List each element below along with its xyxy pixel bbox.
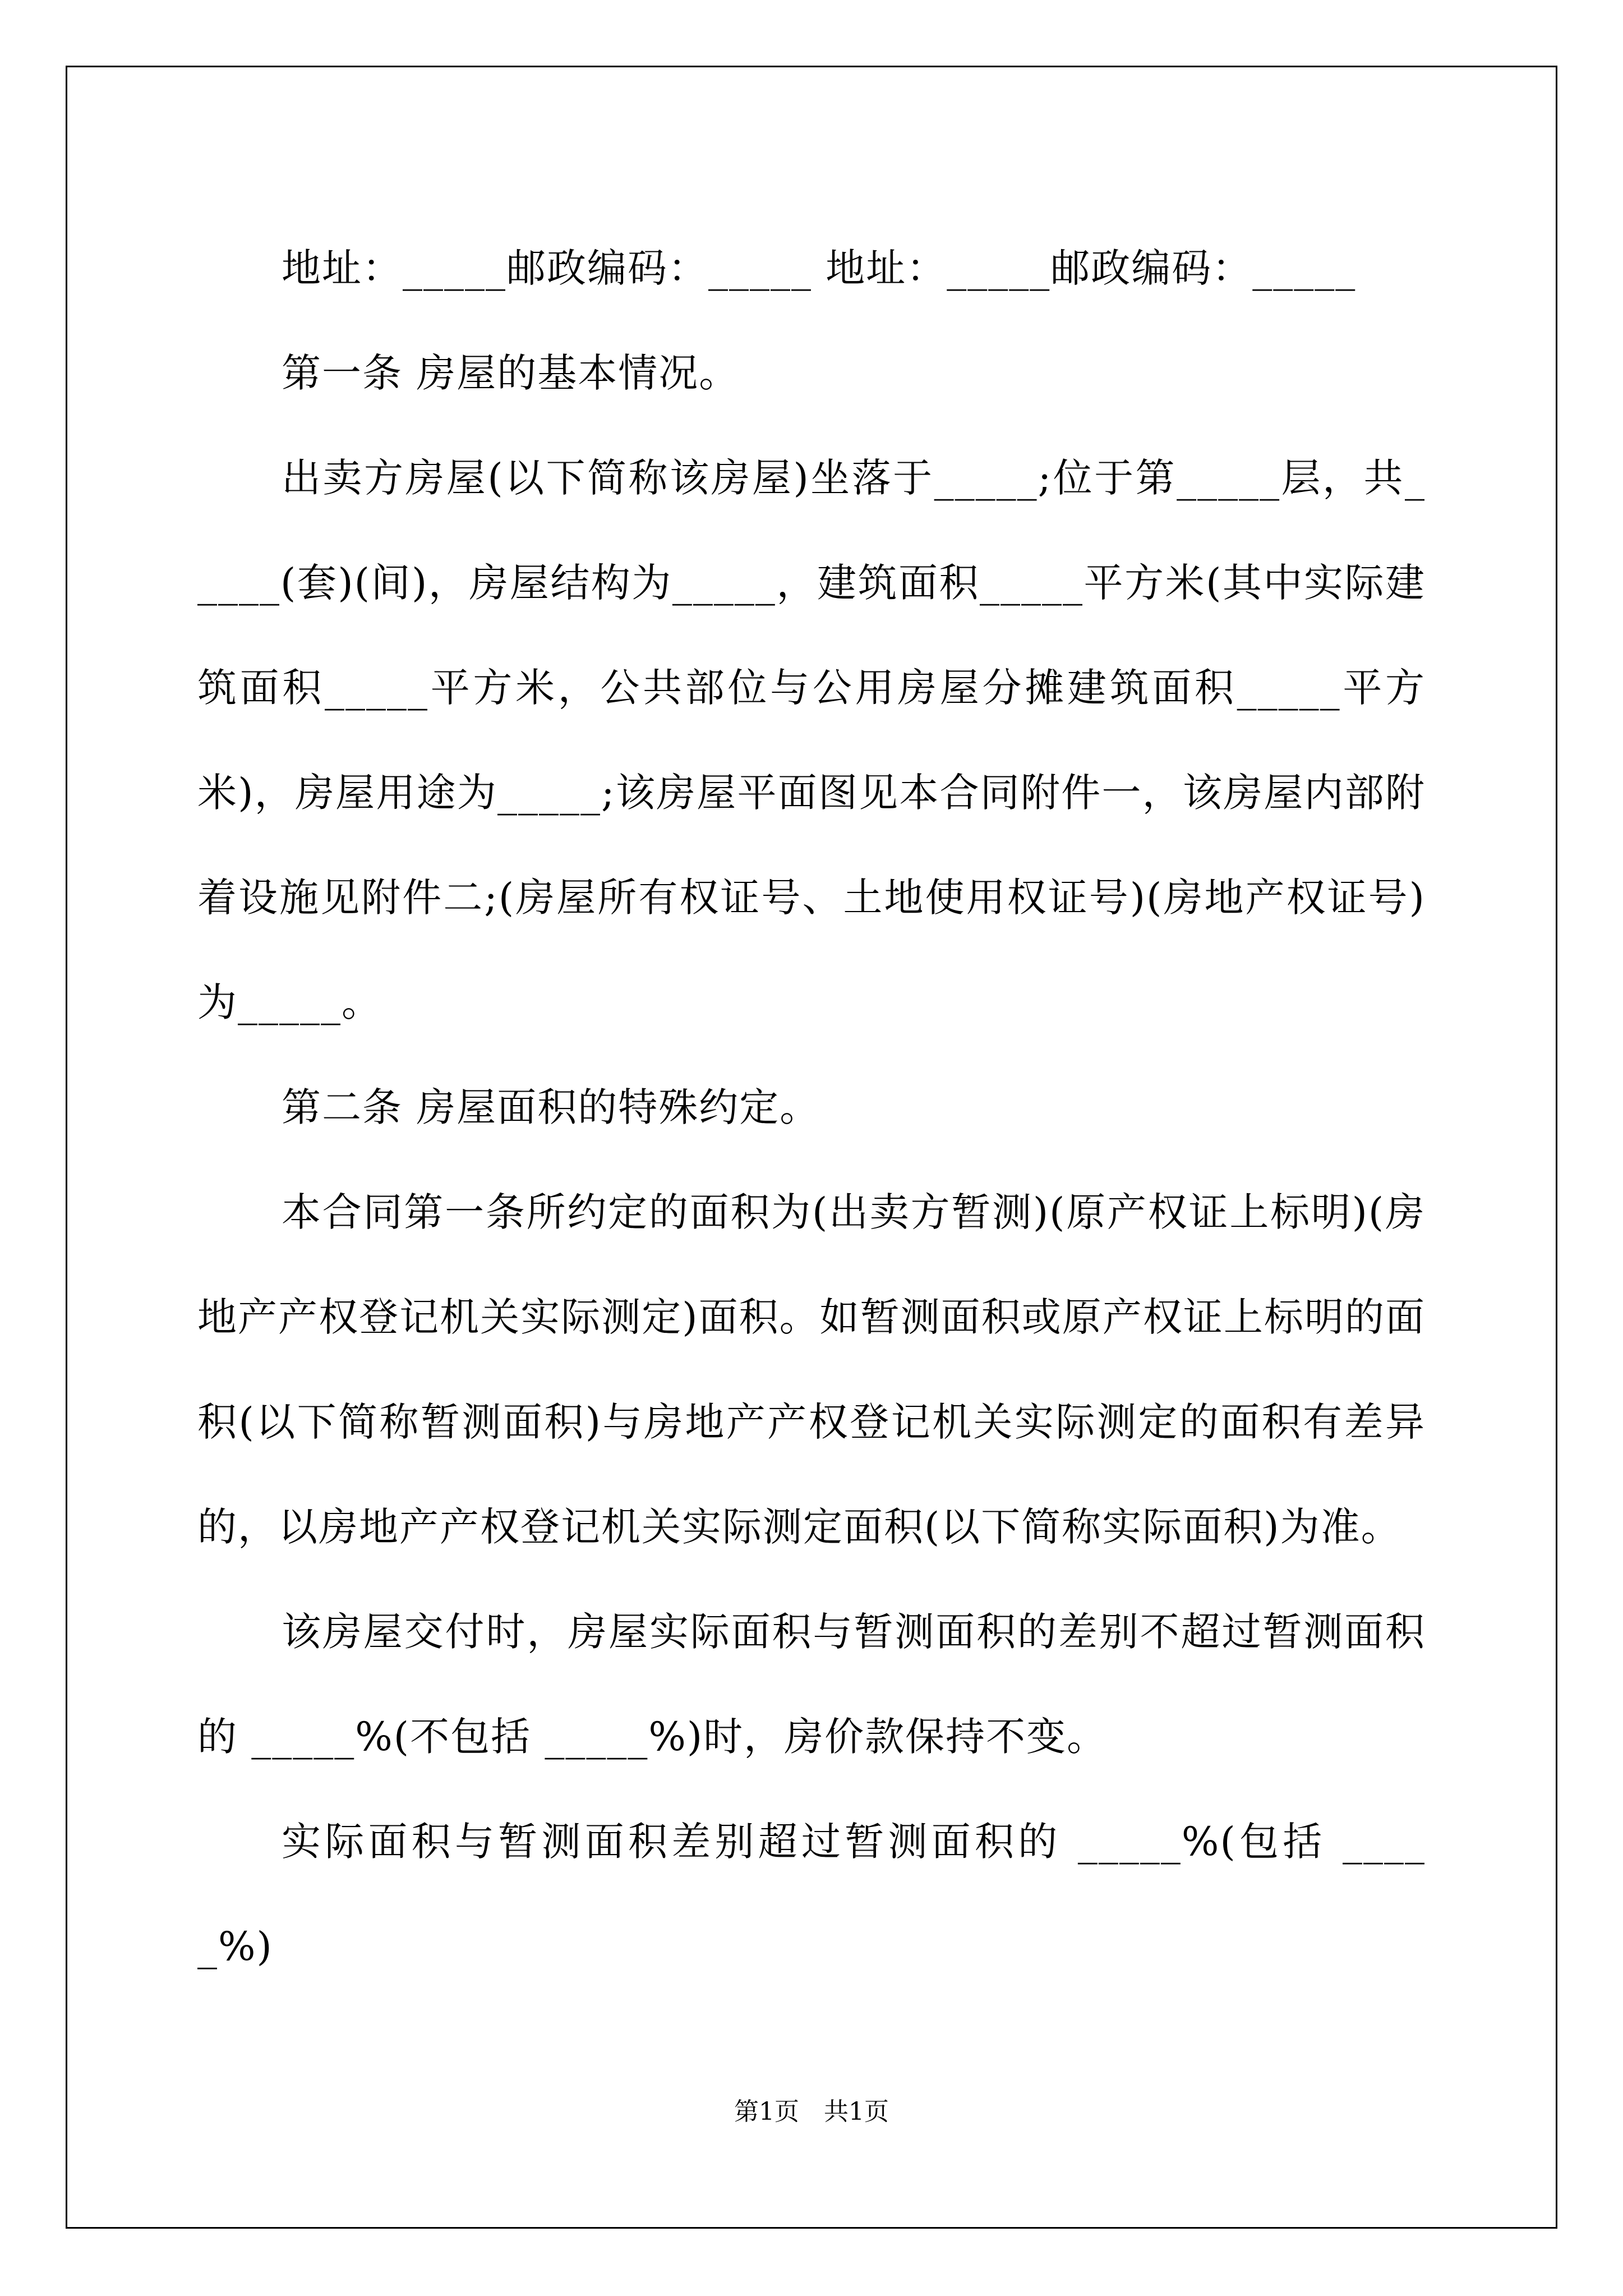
article-2-body: 本合同第一条所约定的面积为(出卖方暂测)(原产权证上标明)(房地产产权登记机关实际测定)面积。如暂测面积或原产权证上标明的面积(以下简称暂测面积)与房地产产权登记机关实际测定的面积有差异的，以房地产产权登记机关实际测定面积(以下简称实际面积)为准。: [197, 1189, 1426, 1550]
page-number-footer: 第1页 共1页: [734, 2097, 889, 2126]
article-2-clause-2: 实际面积与暂测面积差别超过暂测面积的 _____%(包括 _____%): [197, 1819, 1426, 1970]
document-body: [197, 216, 1426, 1999]
article-2-heading: 第二条 房屋面积的特殊约定。: [282, 1084, 820, 1130]
address-line: 地址：_____邮政编码：_____ 地址：_____邮政编码：_____: [282, 245, 1357, 291]
article-1-body: 出卖方房屋(以下简称该房屋)坐落于_____;位于第_____层，共_____(套)(间)，房屋结构为_____，建筑面积_____平方米(其中实际建筑面积_____平方米，公共部位与公用房屋分摊建筑面积_____平方米)，房屋用途为_____;该房屋平面图见本合同附件一，该房屋内部附着设施见附件二;(房屋所有权证号、土地使用权证号)(房地产权证号)为_____。: [197, 455, 1426, 1025]
article-2-clause-1: 该房屋交付时，房屋实际面积与暂测面积的差别不超过暂测面积的 _____%(不包括 _____%)时，房价款保持不变。: [197, 1609, 1426, 1760]
article-1-heading: 第一条 房屋的基本情况。: [282, 350, 740, 396]
